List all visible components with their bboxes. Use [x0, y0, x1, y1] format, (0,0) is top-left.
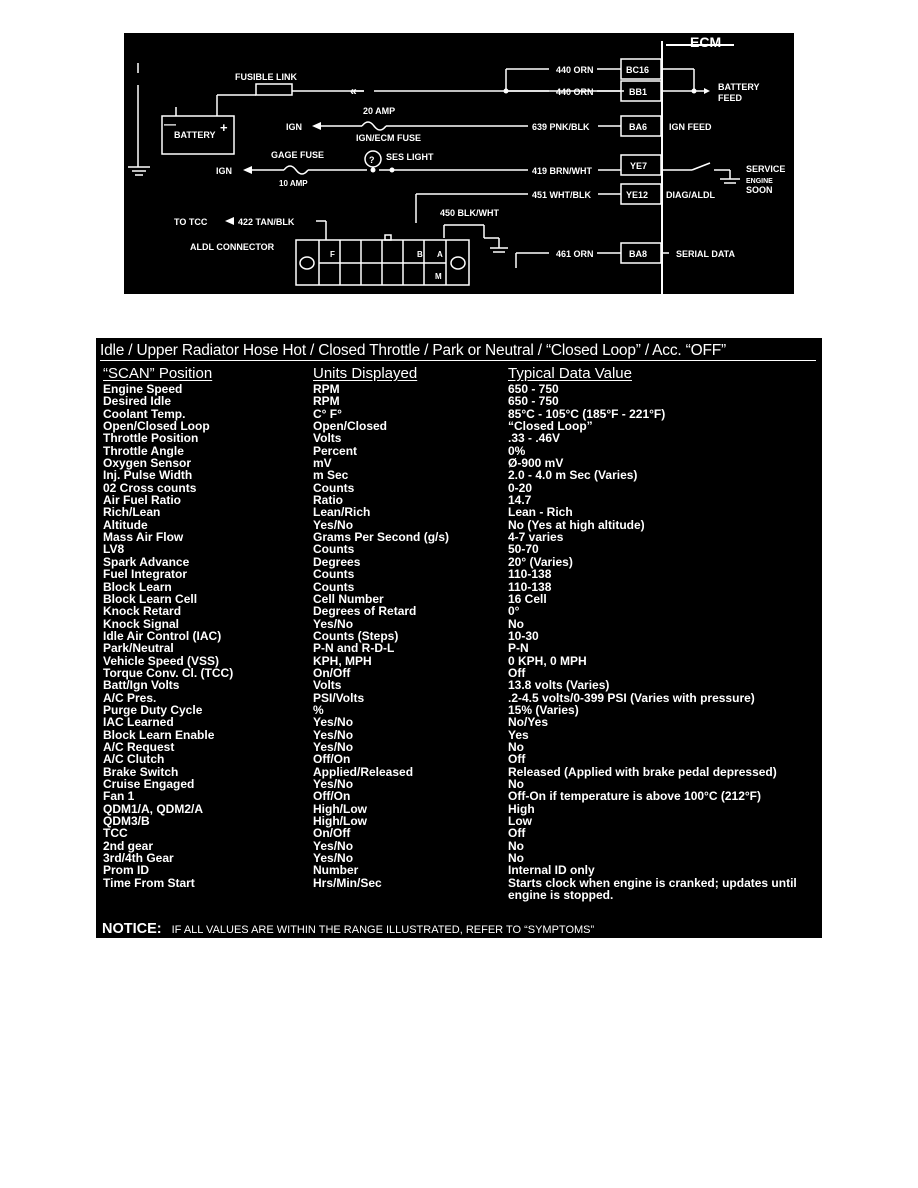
notice-text: IF ALL VALUES ARE WITHIN THE RANGE ILLUSTRATED, REFER TO “SYMPTOMS”: [171, 924, 595, 936]
fusible-link-label: FUSIBLE LINK: [235, 72, 297, 82]
table-row: [96, 766, 822, 778]
wire-461-orn: 461 ORN: [556, 249, 594, 259]
table-row: [96, 790, 822, 802]
wire-639-pnk-blk: 639 PNK/BLK: [532, 122, 590, 132]
cell-scan-position: Knock Signal: [103, 616, 180, 631]
cell-units-displayed: RPM: [313, 394, 340, 409]
table-row: [96, 531, 822, 543]
cell-typical-value: Low: [508, 814, 532, 829]
table-row: [96, 840, 822, 852]
table-row: [96, 457, 822, 469]
cell-scan-position: Cruise Engaged: [103, 777, 195, 791]
cell-units-displayed: Volts: [313, 431, 342, 446]
table-row: [96, 630, 822, 642]
cell-scan-position: Altitude: [103, 517, 148, 532]
aldl-pin-m: M: [435, 272, 442, 281]
cell-scan-position: LV8: [103, 542, 125, 557]
cell-typical-value: 650 - 750: [508, 382, 559, 396]
table-title: Idle / Upper Radiator Hose Hot / Closed Throttle / Park or Neutral / “Closed Loop” / Acc. “OFF”: [100, 342, 816, 361]
cell-typical-value: High: [508, 801, 535, 816]
cell-typical-value: No: [508, 851, 524, 866]
cell-typical-value: Off: [508, 826, 526, 841]
cell-units-displayed: Grams Per Second (g/s): [313, 530, 450, 545]
cell-scan-position: Block Learn: [103, 579, 172, 594]
cell-units-displayed: %: [313, 702, 324, 717]
cell-typical-value: Yes: [508, 727, 529, 742]
cell-units-displayed: High/Low: [313, 814, 367, 829]
wire-440-orn-top: 440 ORN: [556, 65, 594, 75]
soon-label: SOON: [746, 185, 773, 195]
table-row: [96, 877, 822, 902]
cell-typical-value: Ø-900 mV: [508, 456, 564, 471]
table-row: [96, 568, 822, 580]
table-row: [96, 815, 822, 827]
pin-ye7: YE7: [630, 161, 648, 171]
cell-units-displayed: Yes/No: [313, 838, 354, 853]
cell-scan-position: Block Learn Cell: [103, 591, 198, 606]
cell-typical-value: Off: [508, 752, 526, 767]
table-row: [96, 605, 822, 617]
cell-typical-value: .33 - .46V: [508, 431, 561, 446]
cell-scan-position: Air Fuel Ratio: [103, 493, 182, 508]
cell-scan-position: Knock Retard: [103, 604, 182, 619]
cell-units-displayed: Volts: [313, 678, 342, 693]
cell-typical-value: Lean - Rich: [508, 505, 573, 520]
diag-aldl-label: DIAG/ALDL: [666, 190, 715, 200]
cell-scan-position: Oxygen Sensor: [103, 456, 192, 471]
cell-units-displayed: RPM: [313, 382, 340, 396]
cell-units-displayed: PSI/Volts: [313, 690, 365, 705]
cell-typical-value: 2.0 - 4.0 m Sec (Varies): [508, 468, 638, 483]
pin-ba6: BA6: [629, 122, 648, 132]
wire-419-brn-wht: 419 BRN/WHT: [532, 166, 593, 176]
cell-scan-position: A/C Pres.: [103, 690, 157, 705]
cell-units-displayed: Counts (Steps): [313, 628, 399, 643]
cell-units-displayed: Lean/Rich: [313, 505, 371, 520]
scan-data-table: [96, 338, 822, 938]
notice-label: NOTICE:: [102, 921, 162, 937]
cell-units-displayed: Yes/No: [313, 739, 354, 754]
to-tcc-label: TO TCC: [174, 217, 208, 227]
battery-feed-label-2: FEED: [718, 93, 743, 103]
ecm-label: ECM: [690, 34, 722, 50]
cell-typical-value: .2-4.5 volts/0-399 PSI (Varies with pressure): [508, 690, 755, 705]
cell-units-displayed: Counts: [313, 579, 355, 594]
table-row: [96, 692, 822, 704]
table-row: [96, 667, 822, 679]
ign-label-top: IGN: [286, 122, 303, 132]
cell-units-displayed: On/Off: [313, 665, 351, 680]
aldl-connector-label: ALDL CONNECTOR: [190, 242, 275, 252]
cell-units-displayed: Counts: [313, 567, 355, 582]
service-label: SERVICE: [746, 164, 786, 174]
cell-typical-value: “Closed Loop”: [508, 419, 593, 434]
table-row: [96, 864, 822, 876]
header-units-displayed: Units Displayed: [313, 365, 418, 382]
cell-scan-position: Block Learn Enable: [103, 727, 215, 742]
cell-typical-value: No: [508, 777, 524, 791]
table-row: [96, 729, 822, 741]
cell-units-displayed: Counts: [313, 480, 355, 495]
cell-scan-position: Throttle Position: [103, 431, 199, 446]
cell-units-displayed: KPH, MPH: [313, 653, 372, 668]
wire-450-blk-wht: 450 BLK/WHT: [440, 208, 500, 218]
cell-units-displayed: Counts: [313, 542, 355, 557]
ign-ecm-fuse-label: IGN/ECM FUSE: [356, 133, 422, 143]
cell-scan-position: QDM3/B: [103, 814, 150, 829]
cell-typical-value: P-N: [508, 641, 529, 656]
cell-units-displayed: Open/Closed: [313, 419, 388, 434]
table-row: [96, 581, 822, 593]
table-row: [96, 852, 822, 864]
cell-scan-position: Fan 1: [103, 789, 135, 804]
cell-units-displayed: Percent: [313, 443, 358, 458]
table-row: [96, 642, 822, 654]
cell-units-displayed: Off/On: [313, 789, 351, 804]
header-scan-position: “SCAN” Position: [103, 365, 213, 382]
amp20-label: 20 AMP: [363, 106, 396, 116]
cell-typical-value: Released (Applied with brake pedal depressed): [508, 764, 777, 779]
pin-ba8: BA8: [629, 249, 648, 259]
table-row: [96, 482, 822, 494]
pin-bb1: BB1: [629, 87, 648, 97]
cell-scan-position: 2nd gear: [103, 838, 154, 853]
cell-scan-position: Batt/Ign Volts: [103, 678, 180, 693]
cell-scan-position: Purge Duty Cycle: [103, 702, 203, 717]
header-typical-data-value: Typical Data Value: [508, 365, 632, 382]
table-row: [96, 543, 822, 555]
table-row: [96, 556, 822, 568]
table-row: [96, 432, 822, 444]
cell-scan-position: Engine Speed: [103, 382, 183, 396]
cell-scan-position: Brake Switch: [103, 764, 179, 779]
battery-feed-label-1: BATTERY: [718, 82, 760, 92]
cell-scan-position: Vehicle Speed (VSS): [103, 653, 220, 668]
cell-typical-value: 0%: [508, 443, 526, 458]
cell-typical-value: 0-20: [508, 480, 533, 495]
table-row: [96, 593, 822, 605]
table-row: [96, 383, 822, 395]
amp10-label: 10 AMP: [279, 179, 308, 188]
cell-typical-value: Internal ID only: [508, 863, 595, 878]
cell-units-displayed: mV: [313, 456, 332, 471]
table-row: [96, 494, 822, 506]
cell-scan-position: Desired Idle: [103, 394, 172, 409]
cell-units-displayed: Degrees of Retard: [313, 604, 417, 619]
table-row: [96, 803, 822, 815]
cell-units-displayed: Applied/Released: [313, 764, 414, 779]
table-row: [96, 395, 822, 407]
cell-typical-value: No: [508, 838, 524, 853]
cell-typical-value: 4-7 varies: [508, 530, 564, 545]
cell-typical-value: Off-On if temperature is above 100°C (212°F): [508, 789, 761, 804]
wiring-schematic: [124, 33, 794, 294]
table-row: [96, 753, 822, 765]
cell-typical-value: 650 - 750: [508, 394, 559, 409]
cell-units-displayed: Off/On: [313, 752, 351, 767]
table-row: [96, 519, 822, 531]
table-row: [96, 827, 822, 839]
ign-feed-label: IGN FEED: [669, 122, 712, 132]
cell-scan-position: Torque Conv. Cl. (TCC): [103, 665, 234, 680]
cell-units-displayed: Degrees: [313, 554, 361, 569]
table-row: [96, 420, 822, 432]
cell-scan-position: Throttle Angle: [103, 443, 184, 458]
table-row: [96, 704, 822, 716]
cell-typical-value: No: [508, 616, 524, 631]
aldl-pin-b: B: [417, 250, 423, 259]
cell-scan-position: A/C Clutch: [103, 752, 165, 767]
cell-units-displayed: Yes/No: [313, 851, 354, 866]
cell-scan-position: Inj. Pulse Width: [103, 468, 193, 483]
cell-units-displayed: Ratio: [313, 493, 343, 508]
cell-scan-position: 3rd/4th Gear: [103, 851, 174, 866]
cell-typical-value: 16 Cell: [508, 591, 547, 606]
cell-typical-value: 50-70: [508, 542, 539, 557]
aldl-pin-f: F: [330, 250, 335, 259]
cell-scan-position: 02 Cross counts: [103, 480, 197, 495]
cell-scan-position: QDM1/A, QDM2/A: [103, 801, 204, 816]
cell-scan-position: TCC: [103, 826, 128, 841]
gage-fuse-label: GAGE FUSE: [271, 150, 325, 160]
ign-label-bottom: IGN: [216, 166, 233, 176]
battery-label: BATTERY: [174, 130, 216, 140]
table-row: [96, 445, 822, 457]
serial-data-label: SERIAL DATA: [676, 249, 736, 259]
cell-scan-position: Prom ID: [103, 863, 150, 878]
cell-typical-value: 14.7: [508, 493, 532, 508]
cell-units-displayed: Yes/No: [313, 715, 354, 730]
cell-units-displayed: Yes/No: [313, 517, 354, 532]
cell-scan-position: IAC Learned: [103, 715, 174, 730]
cell-typical-value: 15% (Varies): [508, 702, 579, 717]
wire-451-wht-blk: 451 WHT/BLK: [532, 190, 592, 200]
table-row: [96, 469, 822, 481]
wiring-diagram: [124, 33, 794, 294]
table-row: [96, 741, 822, 753]
aldl-pin-a: A: [437, 250, 443, 259]
battery-minus-label: —: [164, 117, 176, 131]
cell-typical-value: 20° (Varies): [508, 554, 573, 569]
cell-typical-value: 85°C - 105°C (185°F - 221°F): [508, 406, 666, 421]
cell-units-displayed: C° F°: [313, 406, 342, 421]
cell-typical-value: 110-138: [508, 567, 552, 582]
cell-typical-value: No/Yes: [508, 715, 549, 730]
engine-label: ENGINE: [746, 178, 773, 185]
cell-units-displayed: Yes/No: [313, 727, 354, 742]
cell-units-displayed: Cell Number: [313, 591, 384, 606]
cell-scan-position: Time From Start: [103, 875, 195, 890]
chevron-icon: «: [350, 84, 357, 98]
cell-units-displayed: Hrs/Min/Sec: [313, 875, 382, 890]
cell-units-displayed: High/Low: [313, 801, 367, 816]
cell-typical-value: 10-30: [508, 628, 539, 643]
cell-scan-position: Mass Air Flow: [103, 530, 184, 545]
notice: [102, 921, 594, 937]
cell-typical-value: 0°: [508, 604, 520, 619]
cell-typical-value: Starts clock when engine is cranked; updates until engine is stopped.: [508, 875, 797, 903]
table-body: [96, 383, 822, 901]
cell-typical-value: Off: [508, 665, 526, 680]
pin-bc16: BC16: [626, 65, 650, 75]
battery-plus-label: +: [220, 120, 228, 135]
cell-scan-position: Rich/Lean: [103, 505, 161, 520]
cell-units-displayed: m Sec: [313, 468, 349, 483]
cell-units-displayed: On/Off: [313, 826, 351, 841]
pin-ye12: YE12: [626, 190, 649, 200]
cell-units-displayed: Number: [313, 863, 359, 878]
table-row: [96, 716, 822, 728]
table-row: [96, 679, 822, 691]
cell-units-displayed: P-N and R-D-L: [313, 641, 395, 656]
ses-light-label: SES LIGHT: [386, 152, 434, 162]
cell-scan-position: Fuel Integrator: [103, 567, 188, 582]
cell-scan-position: Spark Advance: [103, 554, 190, 569]
cell-typical-value: 13.8 volts (Varies): [508, 678, 610, 693]
cell-scan-position: Open/Closed Loop: [103, 419, 210, 434]
cell-units-displayed: Yes/No: [313, 616, 354, 631]
table-row: [96, 506, 822, 518]
cell-scan-position: Coolant Temp.: [103, 406, 186, 421]
wire-422-tan-blk: 422 TAN/BLK: [238, 217, 295, 227]
cell-units-displayed: Yes/No: [313, 777, 354, 791]
cell-typical-value: 110-138: [508, 579, 552, 594]
cell-typical-value: No: [508, 739, 524, 754]
cell-typical-value: No (Yes at high altitude): [508, 517, 645, 532]
wire-440-orn-bottom: 440 ORN: [556, 87, 594, 97]
ses-bulb-label: ?: [369, 155, 375, 165]
cell-typical-value: 0 KPH, 0 MPH: [508, 653, 587, 668]
cell-scan-position: Idle Air Control (IAC): [103, 628, 222, 643]
cell-scan-position: A/C Request: [103, 739, 175, 754]
cell-scan-position: Park/Neutral: [103, 641, 174, 656]
